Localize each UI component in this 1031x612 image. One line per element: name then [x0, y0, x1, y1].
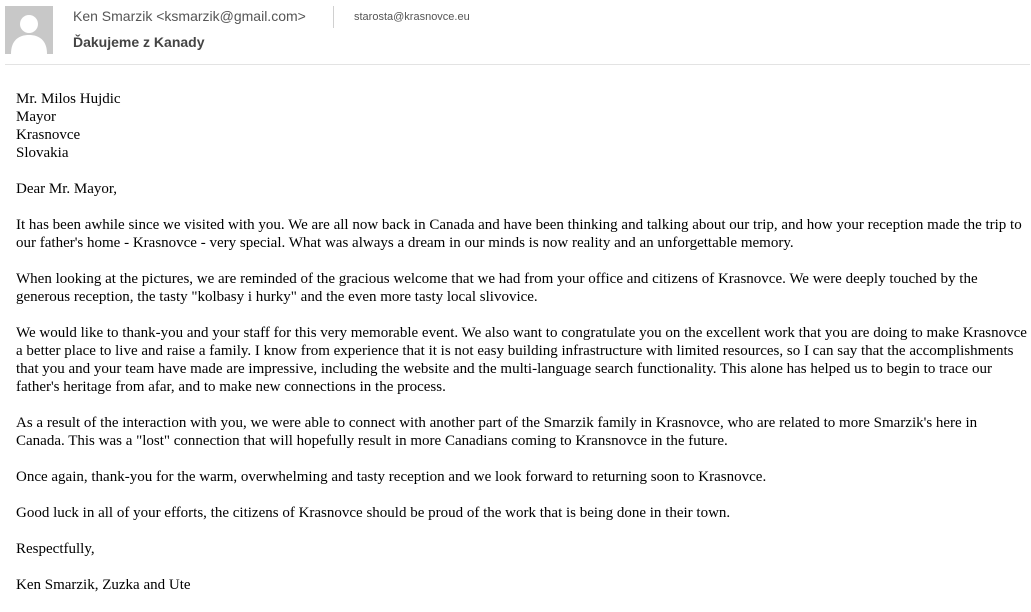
message-header	[0, 0, 1031, 64]
body-paragraph: As a result of the interaction with you, we were able to connect with another part of the Smarzik family in Krasnovce, who are related to more Smarzik's here in Canada. This was a "lost" connection that will hopefully result in more Canadians coming to Kransnovce in the future.	[16, 415, 978, 449]
address-line: Mayor	[16, 109, 56, 125]
body-paragraph: Once again, thank-you for the warm, overwhelming and tasty reception and we look forward to returning soon to Krasnovce.	[16, 469, 767, 485]
recipient-address[interactable]: starosta@krasnovce.eu	[354, 11, 470, 23]
message-subject: Ďakujeme z Kanady	[73, 34, 205, 50]
address-line: Krasnovce	[16, 127, 81, 143]
message-body	[16, 90, 1028, 612]
header-divider	[5, 64, 1030, 65]
header-separator	[333, 6, 334, 28]
address-line: Mr. Milos Hujdic	[16, 91, 121, 107]
sender-name[interactable]: Ken Smarzik <ksmarzik@gmail.com>	[73, 8, 306, 24]
closing: Respectfully,	[16, 541, 95, 557]
avatar-icon[interactable]	[5, 6, 53, 54]
body-paragraph: We would like to thank-you and your staff for this very memorable event. We also want to congratulate you on the excellent work that you are doing to make Krasnovce a better place to live and raise a family. I know from experience that it is not easy building infrastructure with limited resources, so I can say that the accomplishments that you and your team have made are impressive, including the website and the multi-language search functionality. This alone has helped us to begin to trace our father's heritage from afar, and to make new connections in the process.	[16, 325, 1027, 395]
greeting: Dear Mr. Mayor,	[16, 181, 118, 197]
address-line: Slovakia	[16, 145, 69, 161]
body-paragraph: When looking at the pictures, we are reminded of the gracious welcome that we had from your office and citizens of Krasnovce. We were deeply touched by the generous reception, the tasty "kolbasy i hurky" and the even more tasty local slivovice.	[16, 271, 978, 305]
body-paragraph: Good luck in all of your efforts, the citizens of Krasnovce should be proud of the work that is being done in their town.	[16, 505, 731, 521]
signature: Ken Smarzik, Zuzka and Ute	[16, 577, 191, 593]
body-paragraph: It has been awhile since we visited with you. We are all now back in Canada and have been thinking and talking about our trip, and how your reception made the trip to our father's home - Krasnovce - very special. What was always a dream in our minds is now reality and an unforgettable memory.	[16, 217, 1022, 251]
address-block	[16, 90, 1028, 162]
